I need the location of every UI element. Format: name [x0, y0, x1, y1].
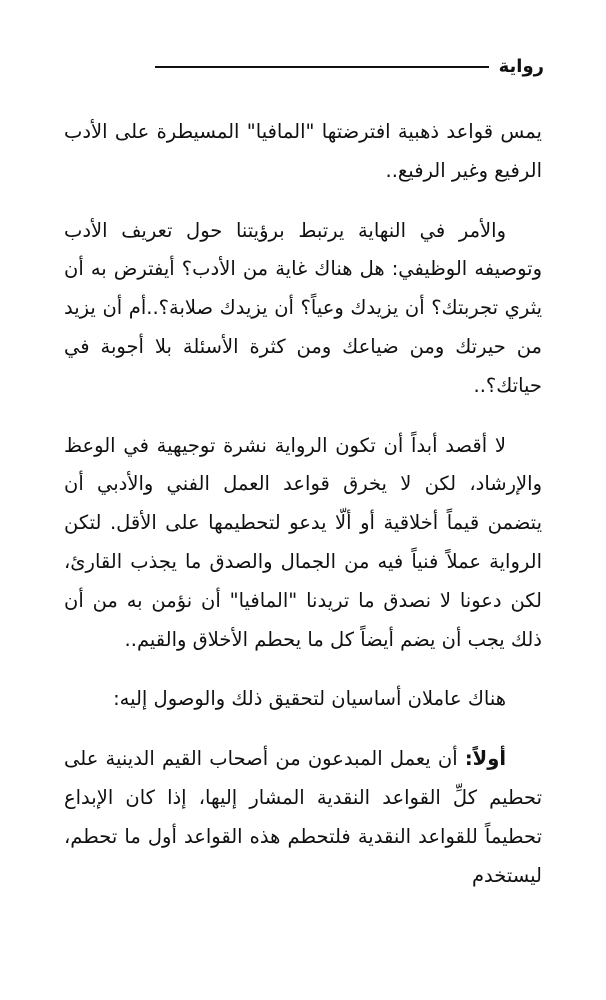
header-rule [155, 66, 489, 68]
paragraph [64, 740, 542, 895]
running-header [155, 50, 544, 82]
paragraph-text: هناك عاملان أساسيان لتحقيق ذلك والوصول إليه: [113, 687, 506, 711]
paragraph-continuation [64, 113, 542, 191]
paragraph [64, 680, 542, 719]
paragraph-text: يمس قواعد ذهبية افترضتها "المافيا" المسيطرة على الأدب الرفيع وغير الرفيع.. [64, 120, 542, 182]
text-body [64, 113, 542, 916]
paragraph-text: والأمر في النهاية يرتبط برؤيتنا حول تعريف الأدب وتوصيفه الوظيفي: هل هناك غاية من الأدب؟ أيفترض به أن يثري تجربتك؟ أن يزيدك وعياً؟ أن يزيدك صلابة؟..أم أن يزيد من حيرتك ومن ضياعك ومن كثرة الأسئلة بلا أجوبة في حياتك؟.. [64, 218, 542, 397]
paragraph [64, 427, 542, 660]
paragraph-text: أن يعمل المبدعون من أصحاب القيم الدينية على تحطيم كلِّ القواعد النقدية المشار إليها، إذا كان الإبداع تحطيماً للقواعد النقدية فلتحطم هذه القواعد أول ما تحطم، ليستخدم [64, 747, 542, 887]
running-title: رواية [498, 55, 544, 77]
paragraph-text: لا أقصد أبداً أن تكون الرواية نشرة توجيهية في الوعظ والإرشاد، لكن لا يخرق قواعد العمل الفني والأدبي أن يتضمن قيماً أخلاقية أو ألّا يدعو لتحطيمها على الأقل. لتكن الرواية عملاً فنياً فيه من الجمال والصدق ما يجذب القارئ، لكن دعونا لا نصدق ما تريدنا "المافيا" أن نؤمن به من أن ذلك يجب أن يضم أيضاً كل ما يحطم الأخلاق والقيم.. [64, 433, 542, 651]
paragraph [64, 212, 542, 406]
paragraph-lead-word: أولاً: [464, 747, 506, 771]
